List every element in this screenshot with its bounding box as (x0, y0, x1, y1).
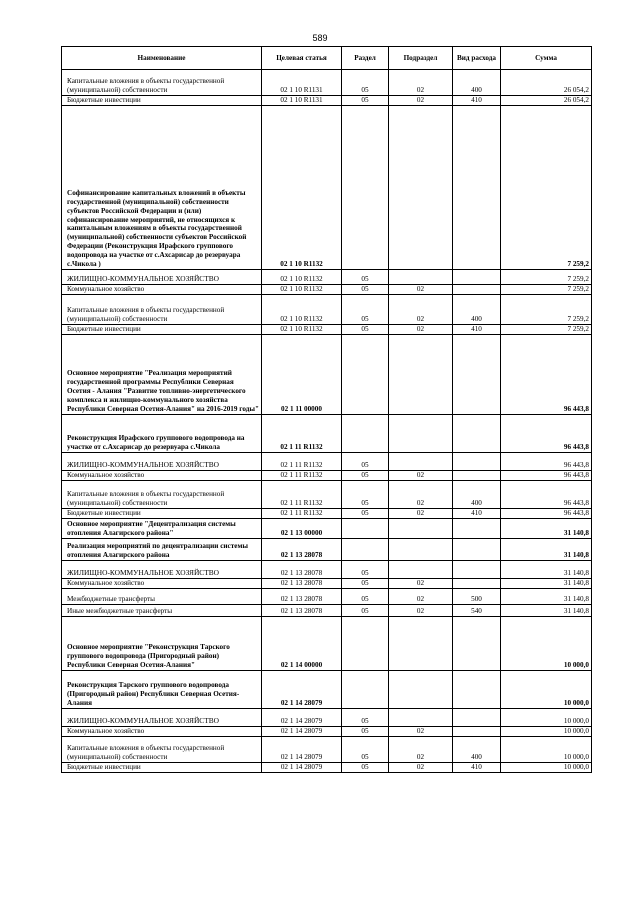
row-target: 02 1 10 R1132 (262, 285, 342, 295)
row-section: 05 (342, 727, 389, 737)
row-expense-type (453, 106, 501, 270)
row-sum: 7 259,2 (501, 295, 592, 325)
row-expense-type (453, 561, 501, 579)
row-name: Реконструкция Тарского группового водопровода (Пригородный район) Республики Северная Осетия-Алания (62, 671, 262, 709)
row-expense-type: 540 (453, 605, 501, 617)
table-row (62, 106, 592, 270)
table-row (62, 415, 592, 453)
table-row (62, 763, 592, 773)
row-subsection: 02 (389, 763, 453, 773)
row-target: 02 1 14 28079 (262, 671, 342, 709)
table-row (62, 671, 592, 709)
header-sum: Сумма (501, 47, 592, 70)
row-target: 02 1 11 00000 (262, 335, 342, 415)
row-target: 02 1 11 R1132 (262, 471, 342, 481)
row-sum: 96 443,8 (501, 509, 592, 519)
row-section: 05 (342, 579, 389, 589)
row-sum: 96 443,8 (501, 335, 592, 415)
row-subsection: 02 (389, 737, 453, 763)
row-expense-type (453, 617, 501, 671)
row-target: 02 1 11 R1132 (262, 453, 342, 471)
row-name: Бюджетные инвестиции (62, 509, 262, 519)
row-subsection (389, 539, 453, 561)
table-body (62, 70, 592, 773)
row-sum: 10 000,0 (501, 763, 592, 773)
row-subsection (389, 335, 453, 415)
row-target: 02 1 14 28079 (262, 727, 342, 737)
row-target: 02 1 13 00000 (262, 519, 342, 539)
row-expense-type (453, 709, 501, 727)
row-sum: 31 140,8 (501, 589, 592, 605)
row-section: 05 (342, 709, 389, 727)
table-row (62, 737, 592, 763)
row-section (342, 617, 389, 671)
row-target: 02 1 11 R1132 (262, 481, 342, 509)
table-row (62, 70, 592, 96)
row-sum: 10 000,0 (501, 671, 592, 709)
table-row (62, 509, 592, 519)
row-section: 05 (342, 561, 389, 579)
row-subsection: 02 (389, 589, 453, 605)
budget-table (61, 46, 592, 773)
row-sum: 96 443,8 (501, 415, 592, 453)
row-subsection (389, 561, 453, 579)
row-section: 05 (342, 70, 389, 96)
table-row (62, 539, 592, 561)
row-sum: 96 443,8 (501, 471, 592, 481)
row-name: ЖИЛИЩНО-КОММУНАЛЬНОЕ ХОЗЯЙСТВО (62, 561, 262, 579)
row-section (342, 106, 389, 270)
row-expense-type: 500 (453, 589, 501, 605)
table-row (62, 453, 592, 471)
row-name: Капитальные вложения в объекты государственной (муниципальной) собственности (62, 70, 262, 96)
row-name: Коммунальное хозяйство (62, 285, 262, 295)
row-section: 05 (342, 589, 389, 605)
header-subsection: Подраздел (389, 47, 453, 70)
row-target: 02 1 11 R1132 (262, 415, 342, 453)
row-target: 02 1 11 R1132 (262, 509, 342, 519)
table-row (62, 481, 592, 509)
row-section: 05 (342, 481, 389, 509)
row-subsection (389, 671, 453, 709)
row-target: 02 1 14 00000 (262, 617, 342, 671)
row-sum: 31 140,8 (501, 539, 592, 561)
row-expense-type: 400 (453, 295, 501, 325)
row-sum: 7 259,2 (501, 106, 592, 270)
row-subsection: 02 (389, 295, 453, 325)
row-name: Софинансирование капитальных вложений в объекты государственной (муниципальной) собственности субъектов Российской Федерации и (или) софинансирование мероприятий, не относящихся к капитальным вложениям в объекты государственной (муниципальной) собственности субъектов Российской Федерации (Реконструкция Ирафского группового водопровода на участке от с.Ахсарисар до резервуара с.Чикола ) (62, 106, 262, 270)
row-section: 05 (342, 605, 389, 617)
row-expense-type (453, 471, 501, 481)
row-name: Межбюджетные трансферты (62, 589, 262, 605)
row-section (342, 335, 389, 415)
row-expense-type (453, 285, 501, 295)
row-target: 02 1 10 R1132 (262, 270, 342, 285)
row-name: ЖИЛИЩНО-КОММУНАЛЬНОЕ ХОЗЯЙСТВО (62, 453, 262, 471)
table-row (62, 519, 592, 539)
row-target: 02 1 10 R1131 (262, 96, 342, 106)
row-sum: 10 000,0 (501, 617, 592, 671)
row-subsection: 02 (389, 605, 453, 617)
row-subsection: 02 (389, 471, 453, 481)
row-sum: 10 000,0 (501, 709, 592, 727)
row-expense-type (453, 519, 501, 539)
row-expense-type (453, 727, 501, 737)
row-name: Бюджетные инвестиции (62, 96, 262, 106)
row-name: Основное мероприятие "Реконструкция Тарского группового водопровода (Пригородный район) Республики Северная Осетия-Алания" (62, 617, 262, 671)
table-row (62, 589, 592, 605)
row-name: ЖИЛИЩНО-КОММУНАЛЬНОЕ ХОЗЯЙСТВО (62, 709, 262, 727)
row-expense-type: 400 (453, 70, 501, 96)
table-header-row (62, 47, 592, 70)
table-row (62, 561, 592, 579)
row-expense-type: 410 (453, 763, 501, 773)
row-name: Капитальные вложения в объекты государственной (муниципальной) собственности (62, 737, 262, 763)
row-name: Реконструкция Ирафского группового водопровода на участке от с.Ахсарисар до резервуара с.Чикола (62, 415, 262, 453)
row-subsection (389, 270, 453, 285)
row-subsection (389, 709, 453, 727)
row-expense-type (453, 453, 501, 471)
row-sum: 31 140,8 (501, 605, 592, 617)
table-row (62, 579, 592, 589)
row-expense-type: 410 (453, 325, 501, 335)
table-row (62, 471, 592, 481)
row-sum: 31 140,8 (501, 519, 592, 539)
row-subsection (389, 617, 453, 671)
row-subsection: 02 (389, 96, 453, 106)
row-name: Основное мероприятие "Реализация мероприятий государственной программы Республики Северная Осетия - Алания "Развитие топливно-энергетического комплекса и жилищно-коммунального хозяйства Республики Северная Осетия-Алания" на 2016-2019 годы" (62, 335, 262, 415)
table-row (62, 325, 592, 335)
row-sum: 7 259,2 (501, 270, 592, 285)
row-name: Реализация мероприятий по децентрализации системы отопления Алагирского района (62, 539, 262, 561)
table-row (62, 727, 592, 737)
row-section: 05 (342, 325, 389, 335)
row-target: 02 1 10 R1132 (262, 325, 342, 335)
row-sum: 10 000,0 (501, 737, 592, 763)
row-target: 02 1 10 R1132 (262, 295, 342, 325)
row-name: Коммунальное хозяйство (62, 579, 262, 589)
row-subsection: 02 (389, 325, 453, 335)
row-section (342, 671, 389, 709)
row-target: 02 1 10 R1132 (262, 106, 342, 270)
row-expense-type: 400 (453, 481, 501, 509)
row-subsection: 02 (389, 481, 453, 509)
row-section: 05 (342, 737, 389, 763)
table-row (62, 709, 592, 727)
row-subsection: 02 (389, 70, 453, 96)
row-expense-type (453, 579, 501, 589)
row-section: 05 (342, 453, 389, 471)
row-expense-type (453, 539, 501, 561)
row-section: 05 (342, 471, 389, 481)
row-sum: 96 443,8 (501, 481, 592, 509)
row-target: 02 1 14 28079 (262, 709, 342, 727)
row-target: 02 1 13 28078 (262, 539, 342, 561)
table-row (62, 96, 592, 106)
row-target: 02 1 14 28079 (262, 763, 342, 773)
row-name: Основное мероприятие "Децентрализация системы отопления Алагирского района" (62, 519, 262, 539)
row-expense-type: 410 (453, 509, 501, 519)
row-target: 02 1 10 R1131 (262, 70, 342, 96)
row-subsection: 02 (389, 727, 453, 737)
row-sum: 7 259,2 (501, 325, 592, 335)
row-expense-type: 410 (453, 96, 501, 106)
row-section: 05 (342, 270, 389, 285)
header-target: Целевая статья (262, 47, 342, 70)
row-name: Капитальные вложения в объекты государственной (муниципальной) собственности (62, 481, 262, 509)
row-target: 02 1 13 28078 (262, 579, 342, 589)
row-name: Бюджетные инвестиции (62, 763, 262, 773)
row-sum: 10 000,0 (501, 727, 592, 737)
table-row (62, 605, 592, 617)
row-name: Коммунальное хозяйство (62, 727, 262, 737)
row-expense-type (453, 335, 501, 415)
header-name: Наименование (62, 47, 262, 70)
row-subsection: 02 (389, 509, 453, 519)
row-subsection: 02 (389, 579, 453, 589)
table-row (62, 617, 592, 671)
header-expense-type: Вид расхода (453, 47, 501, 70)
row-section: 05 (342, 763, 389, 773)
row-sum: 96 443,8 (501, 453, 592, 471)
page-number: 589 (312, 33, 328, 43)
row-subsection: 02 (389, 285, 453, 295)
table-row (62, 270, 592, 285)
table-row (62, 285, 592, 295)
row-subsection (389, 415, 453, 453)
row-section: 05 (342, 96, 389, 106)
row-name: Иные межбюджетные трансферты (62, 605, 262, 617)
table-row (62, 295, 592, 325)
row-name: ЖИЛИЩНО-КОММУНАЛЬНОЕ ХОЗЯЙСТВО (62, 270, 262, 285)
row-section (342, 415, 389, 453)
row-section: 05 (342, 285, 389, 295)
row-section: 05 (342, 295, 389, 325)
row-section: 05 (342, 509, 389, 519)
row-name: Бюджетные инвестиции (62, 325, 262, 335)
row-sum: 7 259,2 (501, 285, 592, 295)
table-row (62, 335, 592, 415)
row-sum: 26 054,2 (501, 70, 592, 96)
row-target: 02 1 14 28079 (262, 737, 342, 763)
row-name: Капитальные вложения в объекты государственной (муниципальной) собственности (62, 295, 262, 325)
row-section (342, 519, 389, 539)
row-section (342, 539, 389, 561)
row-expense-type: 400 (453, 737, 501, 763)
row-target: 02 1 13 28078 (262, 589, 342, 605)
row-expense-type (453, 270, 501, 285)
row-subsection (389, 519, 453, 539)
row-sum: 31 140,8 (501, 579, 592, 589)
row-subsection (389, 106, 453, 270)
row-target: 02 1 13 28078 (262, 605, 342, 617)
row-expense-type (453, 671, 501, 709)
header-section: Раздел (342, 47, 389, 70)
row-sum: 31 140,8 (501, 561, 592, 579)
row-name: Коммунальное хозяйство (62, 471, 262, 481)
row-expense-type (453, 415, 501, 453)
row-sum: 26 054,2 (501, 96, 592, 106)
row-subsection (389, 453, 453, 471)
row-target: 02 1 13 28078 (262, 561, 342, 579)
